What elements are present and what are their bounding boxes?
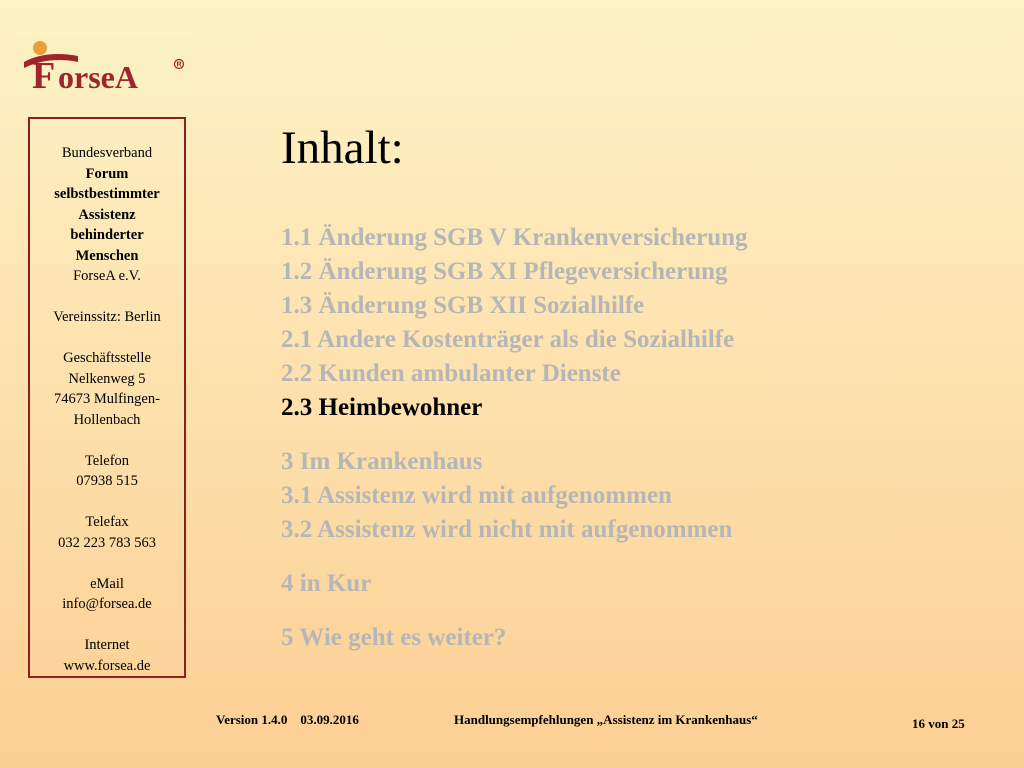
footer-version: Version 1.4.0 03.09.2016 <box>216 712 359 727</box>
seat: Vereinssitz: Berlin <box>53 309 161 325</box>
toc-item: 1.1 Änderung SGB V Krankenversicherung <box>281 224 748 251</box>
org-line1: Bundesverband <box>61 145 153 161</box>
toc-item: 2.2 Kunden ambulanter Dienste <box>281 360 621 387</box>
toc-item-active: 2.3 Heimbewohner <box>281 394 483 421</box>
org-name-line: Menschen <box>75 247 139 264</box>
toc-item: 3.2 Assistenz wird nicht mit aufgenommen <box>281 516 733 543</box>
city-line1: 74673 Mulfingen- <box>54 391 160 407</box>
page-number: 16 von 25 <box>912 716 965 731</box>
toc-item: 3.1 Assistenz wird mit aufgenommen <box>281 482 672 509</box>
toc-item: 1.3 Änderung SGB XII Sozialhilfe <box>281 292 645 319</box>
phone-label: Telefon <box>84 452 130 469</box>
web-label: Internet <box>84 637 130 653</box>
fax-number: 032 223 783 563 <box>58 534 156 551</box>
forsea-logo <box>18 38 190 94</box>
toc-item: 4 in Kur <box>281 570 372 597</box>
address-box <box>28 117 186 678</box>
email-address: info@forsea.de <box>62 596 152 612</box>
svg-text:orseA: orseA <box>58 59 138 94</box>
svg-text:F: F <box>32 55 56 94</box>
email-label: eMail <box>90 575 124 592</box>
office-label: Geschäftsstelle <box>63 350 151 366</box>
org-name-line: Assistenz <box>78 206 136 223</box>
slide-title: Inhalt: <box>281 122 404 174</box>
org-name-line: selbstbestimmter <box>54 186 160 202</box>
toc-item: 5 Wie geht es weiter? <box>281 624 507 651</box>
toc-item: 1.2 Änderung SGB XI Pflegeversicherung <box>281 258 728 285</box>
web-address: www.forsea.de <box>63 657 151 674</box>
phone-number: 07938 515 <box>76 473 138 489</box>
city-line2: Hollenbach <box>73 411 141 428</box>
fax-label: Telefax <box>85 514 129 530</box>
toc-item: 3 Im Krankenhaus <box>281 448 483 475</box>
svg-text:R: R <box>176 61 182 69</box>
org-short: ForseA e.V. <box>73 268 141 284</box>
org-name-line: Forum <box>85 165 129 182</box>
footer-title: Handlungsempfehlungen „Assistenz im Krankenhaus“ <box>454 712 758 727</box>
toc-item: 2.1 Andere Kostenträger als die Sozialhilfe <box>281 326 735 353</box>
table-of-contents <box>281 221 981 655</box>
org-name-line: behinderter <box>70 227 144 243</box>
street: Nelkenweg 5 <box>68 370 146 387</box>
